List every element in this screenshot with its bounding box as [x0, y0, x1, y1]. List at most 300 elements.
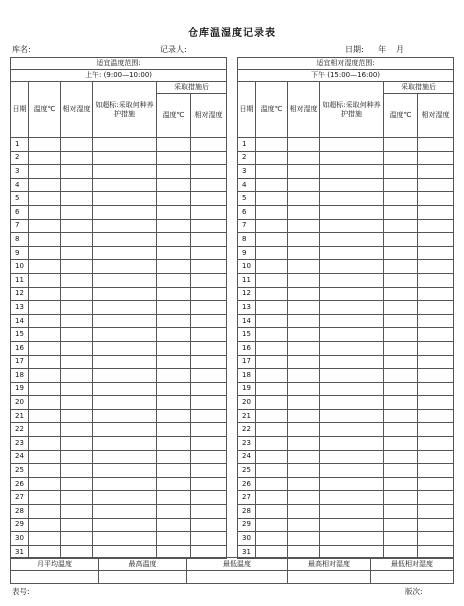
after-humidity-cell[interactable] — [191, 192, 227, 206]
measure-cell[interactable] — [320, 260, 384, 274]
humidity-cell[interactable] — [288, 532, 320, 546]
temp-cell[interactable] — [29, 219, 61, 233]
after-temp-cell[interactable] — [157, 219, 191, 233]
after-temp-cell[interactable] — [384, 205, 418, 219]
humidity-cell[interactable] — [288, 138, 320, 152]
humidity-cell[interactable] — [288, 396, 320, 410]
after-humidity-cell[interactable] — [191, 423, 227, 437]
measure-cell[interactable] — [93, 246, 157, 260]
after-temp-cell[interactable] — [384, 341, 418, 355]
humidity-cell[interactable] — [288, 477, 320, 491]
summary-min-humidity-value[interactable] — [371, 571, 454, 584]
measure-cell[interactable] — [320, 341, 384, 355]
after-humidity-cell[interactable] — [418, 423, 454, 437]
humidity-cell[interactable] — [61, 355, 93, 369]
after-humidity-cell[interactable] — [418, 355, 454, 369]
after-temp-cell[interactable] — [157, 450, 191, 464]
temp-cell[interactable] — [29, 382, 61, 396]
after-humidity-cell[interactable] — [191, 301, 227, 315]
temp-cell[interactable] — [256, 396, 288, 410]
temp-cell[interactable] — [256, 450, 288, 464]
measure-cell[interactable] — [93, 233, 157, 247]
after-humidity-cell[interactable] — [418, 450, 454, 464]
measure-cell[interactable] — [320, 138, 384, 152]
measure-cell[interactable] — [93, 138, 157, 152]
temp-cell[interactable] — [256, 273, 288, 287]
humidity-cell[interactable] — [61, 192, 93, 206]
measure-cell[interactable] — [93, 219, 157, 233]
after-humidity-cell[interactable] — [191, 491, 227, 505]
temp-cell[interactable] — [29, 301, 61, 315]
after-humidity-cell[interactable] — [191, 138, 227, 152]
after-temp-cell[interactable] — [157, 382, 191, 396]
after-humidity-cell[interactable] — [191, 464, 227, 478]
measure-cell[interactable] — [93, 260, 157, 274]
after-temp-cell[interactable] — [384, 450, 418, 464]
after-temp-cell[interactable] — [157, 273, 191, 287]
temp-cell[interactable] — [29, 260, 61, 274]
temp-cell[interactable] — [256, 178, 288, 192]
after-temp-cell[interactable] — [157, 246, 191, 260]
humidity-cell[interactable] — [61, 328, 93, 342]
humidity-cell[interactable] — [61, 464, 93, 478]
measure-cell[interactable] — [93, 178, 157, 192]
temp-cell[interactable] — [29, 477, 61, 491]
after-temp-cell[interactable] — [157, 505, 191, 519]
temp-cell[interactable] — [29, 505, 61, 519]
after-temp-cell[interactable] — [157, 192, 191, 206]
measure-cell[interactable] — [93, 409, 157, 423]
after-temp-cell[interactable] — [384, 246, 418, 260]
temp-cell[interactable] — [256, 532, 288, 546]
temp-cell[interactable] — [256, 423, 288, 437]
after-temp-cell[interactable] — [157, 301, 191, 315]
humidity-cell[interactable] — [288, 178, 320, 192]
temp-cell[interactable] — [256, 219, 288, 233]
temp-cell[interactable] — [29, 409, 61, 423]
after-temp-cell[interactable] — [384, 301, 418, 315]
humidity-cell[interactable] — [61, 314, 93, 328]
after-temp-cell[interactable] — [384, 328, 418, 342]
humidity-cell[interactable] — [288, 409, 320, 423]
after-temp-cell[interactable] — [157, 260, 191, 274]
measure-cell[interactable] — [320, 437, 384, 451]
after-temp-cell[interactable] — [157, 396, 191, 410]
after-humidity-cell[interactable] — [191, 355, 227, 369]
humidity-cell[interactable] — [288, 260, 320, 274]
temp-cell[interactable] — [29, 491, 61, 505]
after-temp-cell[interactable] — [384, 165, 418, 179]
measure-cell[interactable] — [93, 151, 157, 165]
humidity-cell[interactable] — [288, 151, 320, 165]
after-humidity-cell[interactable] — [191, 341, 227, 355]
temp-cell[interactable] — [256, 301, 288, 315]
humidity-cell[interactable] — [61, 301, 93, 315]
after-humidity-cell[interactable] — [191, 518, 227, 532]
humidity-cell[interactable] — [288, 192, 320, 206]
summary-max-humidity-value[interactable] — [288, 571, 371, 584]
after-humidity-cell[interactable] — [418, 165, 454, 179]
humidity-cell[interactable] — [61, 491, 93, 505]
after-humidity-cell[interactable] — [418, 205, 454, 219]
after-humidity-cell[interactable] — [418, 314, 454, 328]
temp-cell[interactable] — [29, 287, 61, 301]
after-humidity-cell[interactable] — [418, 287, 454, 301]
temp-cell[interactable] — [29, 246, 61, 260]
after-temp-cell[interactable] — [157, 341, 191, 355]
after-humidity-cell[interactable] — [191, 505, 227, 519]
after-humidity-cell[interactable] — [191, 205, 227, 219]
after-humidity-cell[interactable] — [418, 409, 454, 423]
measure-cell[interactable] — [320, 355, 384, 369]
measure-cell[interactable] — [93, 328, 157, 342]
after-humidity-cell[interactable] — [418, 260, 454, 274]
after-temp-cell[interactable] — [384, 464, 418, 478]
measure-cell[interactable] — [320, 273, 384, 287]
measure-cell[interactable] — [93, 464, 157, 478]
temp-cell[interactable] — [29, 314, 61, 328]
temp-cell[interactable] — [256, 355, 288, 369]
temp-cell[interactable] — [29, 178, 61, 192]
temp-cell[interactable] — [29, 165, 61, 179]
temp-cell[interactable] — [256, 409, 288, 423]
after-temp-cell[interactable] — [157, 178, 191, 192]
after-temp-cell[interactable] — [384, 437, 418, 451]
humidity-cell[interactable] — [61, 382, 93, 396]
after-temp-cell[interactable] — [157, 464, 191, 478]
temp-cell[interactable] — [256, 151, 288, 165]
after-humidity-cell[interactable] — [191, 409, 227, 423]
after-humidity-cell[interactable] — [191, 396, 227, 410]
after-humidity-cell[interactable] — [418, 328, 454, 342]
humidity-cell[interactable] — [288, 165, 320, 179]
after-humidity-cell[interactable] — [418, 246, 454, 260]
after-humidity-cell[interactable] — [418, 273, 454, 287]
after-temp-cell[interactable] — [384, 423, 418, 437]
summary-max-temp-value[interactable] — [99, 571, 187, 584]
temp-cell[interactable] — [29, 464, 61, 478]
after-temp-cell[interactable] — [157, 138, 191, 152]
measure-cell[interactable] — [93, 505, 157, 519]
temp-cell[interactable] — [256, 491, 288, 505]
humidity-cell[interactable] — [61, 165, 93, 179]
humidity-cell[interactable] — [288, 423, 320, 437]
temp-cell[interactable] — [256, 246, 288, 260]
humidity-cell[interactable] — [61, 450, 93, 464]
after-temp-cell[interactable] — [384, 233, 418, 247]
humidity-cell[interactable] — [288, 205, 320, 219]
after-temp-cell[interactable] — [384, 355, 418, 369]
after-humidity-cell[interactable] — [418, 341, 454, 355]
humidity-cell[interactable] — [288, 369, 320, 383]
after-temp-cell[interactable] — [384, 260, 418, 274]
temp-cell[interactable] — [29, 396, 61, 410]
after-humidity-cell[interactable] — [191, 369, 227, 383]
after-humidity-cell[interactable] — [191, 314, 227, 328]
humidity-cell[interactable] — [288, 341, 320, 355]
humidity-cell[interactable] — [61, 233, 93, 247]
after-temp-cell[interactable] — [157, 233, 191, 247]
after-temp-cell[interactable] — [157, 151, 191, 165]
after-temp-cell[interactable] — [157, 423, 191, 437]
temp-cell[interactable] — [256, 464, 288, 478]
after-humidity-cell[interactable] — [191, 260, 227, 274]
after-humidity-cell[interactable] — [418, 491, 454, 505]
measure-cell[interactable] — [93, 518, 157, 532]
humidity-cell[interactable] — [288, 301, 320, 315]
humidity-cell[interactable] — [288, 273, 320, 287]
after-humidity-cell[interactable] — [191, 328, 227, 342]
measure-cell[interactable] — [93, 396, 157, 410]
measure-cell[interactable] — [93, 341, 157, 355]
temp-cell[interactable] — [256, 192, 288, 206]
after-temp-cell[interactable] — [157, 287, 191, 301]
measure-cell[interactable] — [93, 437, 157, 451]
measure-cell[interactable] — [93, 205, 157, 219]
measure-cell[interactable] — [320, 314, 384, 328]
humidity-cell[interactable] — [288, 355, 320, 369]
after-humidity-cell[interactable] — [191, 233, 227, 247]
temp-cell[interactable] — [29, 273, 61, 287]
humidity-cell[interactable] — [61, 409, 93, 423]
after-temp-cell[interactable] — [384, 314, 418, 328]
humidity-cell[interactable] — [61, 505, 93, 519]
humidity-cell[interactable] — [288, 246, 320, 260]
after-temp-cell[interactable] — [384, 192, 418, 206]
temp-cell[interactable] — [256, 314, 288, 328]
humidity-cell[interactable] — [288, 450, 320, 464]
after-humidity-cell[interactable] — [418, 396, 454, 410]
after-temp-cell[interactable] — [384, 138, 418, 152]
temp-cell[interactable] — [256, 382, 288, 396]
after-humidity-cell[interactable] — [418, 192, 454, 206]
after-humidity-cell[interactable] — [418, 518, 454, 532]
humidity-cell[interactable] — [61, 396, 93, 410]
temp-cell[interactable] — [256, 233, 288, 247]
temp-cell[interactable] — [256, 437, 288, 451]
temp-cell[interactable] — [256, 287, 288, 301]
measure-cell[interactable] — [320, 178, 384, 192]
after-humidity-cell[interactable] — [191, 437, 227, 451]
temp-cell[interactable] — [29, 192, 61, 206]
after-temp-cell[interactable] — [157, 518, 191, 532]
after-humidity-cell[interactable] — [418, 151, 454, 165]
humidity-cell[interactable] — [61, 151, 93, 165]
temp-cell[interactable] — [29, 205, 61, 219]
after-temp-cell[interactable] — [157, 328, 191, 342]
humidity-cell[interactable] — [288, 505, 320, 519]
after-temp-cell[interactable] — [157, 437, 191, 451]
measure-cell[interactable] — [320, 505, 384, 519]
temp-cell[interactable] — [29, 355, 61, 369]
humidity-cell[interactable] — [61, 423, 93, 437]
humidity-cell[interactable] — [61, 437, 93, 451]
after-temp-cell[interactable] — [384, 518, 418, 532]
temp-cell[interactable] — [29, 138, 61, 152]
humidity-cell[interactable] — [288, 437, 320, 451]
temp-cell[interactable] — [256, 165, 288, 179]
after-humidity-cell[interactable] — [191, 273, 227, 287]
humidity-cell[interactable] — [288, 464, 320, 478]
after-humidity-cell[interactable] — [191, 450, 227, 464]
humidity-cell[interactable] — [61, 246, 93, 260]
humidity-cell[interactable] — [61, 477, 93, 491]
measure-cell[interactable] — [320, 518, 384, 532]
measure-cell[interactable] — [320, 423, 384, 437]
temp-cell[interactable] — [29, 151, 61, 165]
humidity-cell[interactable] — [288, 491, 320, 505]
measure-cell[interactable] — [320, 165, 384, 179]
measure-cell[interactable] — [320, 246, 384, 260]
temp-cell[interactable] — [29, 518, 61, 532]
after-temp-cell[interactable] — [157, 532, 191, 546]
humidity-cell[interactable] — [288, 328, 320, 342]
after-humidity-cell[interactable] — [191, 382, 227, 396]
after-temp-cell[interactable] — [384, 273, 418, 287]
humidity-cell[interactable] — [288, 382, 320, 396]
temp-cell[interactable] — [29, 233, 61, 247]
humidity-cell[interactable] — [61, 369, 93, 383]
measure-cell[interactable] — [320, 450, 384, 464]
measure-cell[interactable] — [93, 477, 157, 491]
measure-cell[interactable] — [93, 450, 157, 464]
after-temp-cell[interactable] — [384, 477, 418, 491]
after-temp-cell[interactable] — [384, 491, 418, 505]
after-temp-cell[interactable] — [157, 369, 191, 383]
humidity-cell[interactable] — [61, 138, 93, 152]
after-humidity-cell[interactable] — [191, 477, 227, 491]
measure-cell[interactable] — [320, 477, 384, 491]
after-temp-cell[interactable] — [157, 491, 191, 505]
measure-cell[interactable] — [320, 233, 384, 247]
measure-cell[interactable] — [320, 301, 384, 315]
measure-cell[interactable] — [320, 219, 384, 233]
after-humidity-cell[interactable] — [418, 477, 454, 491]
after-temp-cell[interactable] — [384, 219, 418, 233]
measure-cell[interactable] — [320, 396, 384, 410]
after-temp-cell[interactable] — [384, 396, 418, 410]
temp-cell[interactable] — [29, 532, 61, 546]
measure-cell[interactable] — [93, 532, 157, 546]
after-temp-cell[interactable] — [384, 369, 418, 383]
after-temp-cell[interactable] — [157, 409, 191, 423]
after-humidity-cell[interactable] — [191, 151, 227, 165]
measure-cell[interactable] — [320, 287, 384, 301]
temp-cell[interactable] — [29, 423, 61, 437]
temp-cell[interactable] — [256, 505, 288, 519]
after-humidity-cell[interactable] — [418, 382, 454, 396]
measure-cell[interactable] — [93, 301, 157, 315]
measure-cell[interactable] — [93, 491, 157, 505]
after-temp-cell[interactable] — [384, 287, 418, 301]
after-temp-cell[interactable] — [157, 314, 191, 328]
measure-cell[interactable] — [93, 369, 157, 383]
measure-cell[interactable] — [93, 287, 157, 301]
measure-cell[interactable] — [93, 192, 157, 206]
temp-cell[interactable] — [29, 341, 61, 355]
after-temp-cell[interactable] — [384, 382, 418, 396]
after-temp-cell[interactable] — [157, 165, 191, 179]
measure-cell[interactable] — [320, 328, 384, 342]
after-humidity-cell[interactable] — [191, 287, 227, 301]
after-humidity-cell[interactable] — [418, 301, 454, 315]
after-temp-cell[interactable] — [384, 178, 418, 192]
temp-cell[interactable] — [256, 518, 288, 532]
after-temp-cell[interactable] — [384, 505, 418, 519]
measure-cell[interactable] — [320, 532, 384, 546]
after-temp-cell[interactable] — [384, 409, 418, 423]
measure-cell[interactable] — [320, 382, 384, 396]
summary-min-temp-value[interactable] — [187, 571, 288, 584]
humidity-cell[interactable] — [61, 260, 93, 274]
after-humidity-cell[interactable] — [418, 178, 454, 192]
measure-cell[interactable] — [320, 491, 384, 505]
after-humidity-cell[interactable] — [191, 219, 227, 233]
temp-cell[interactable] — [256, 205, 288, 219]
after-humidity-cell[interactable] — [191, 165, 227, 179]
humidity-cell[interactable] — [61, 532, 93, 546]
after-humidity-cell[interactable] — [418, 138, 454, 152]
humidity-cell[interactable] — [288, 233, 320, 247]
after-humidity-cell[interactable] — [191, 246, 227, 260]
measure-cell[interactable] — [320, 192, 384, 206]
after-humidity-cell[interactable] — [418, 369, 454, 383]
humidity-cell[interactable] — [288, 287, 320, 301]
after-humidity-cell[interactable] — [418, 437, 454, 451]
summary-avg-temp-value[interactable] — [11, 571, 99, 584]
humidity-cell[interactable] — [61, 287, 93, 301]
after-temp-cell[interactable] — [157, 205, 191, 219]
humidity-cell[interactable] — [288, 518, 320, 532]
temp-cell[interactable] — [29, 437, 61, 451]
humidity-cell[interactable] — [288, 314, 320, 328]
temp-cell[interactable] — [256, 369, 288, 383]
measure-cell[interactable] — [93, 423, 157, 437]
after-temp-cell[interactable] — [157, 355, 191, 369]
after-humidity-cell[interactable] — [418, 219, 454, 233]
temp-cell[interactable] — [256, 260, 288, 274]
after-humidity-cell[interactable] — [191, 178, 227, 192]
humidity-cell[interactable] — [61, 273, 93, 287]
temp-cell[interactable] — [256, 477, 288, 491]
measure-cell[interactable] — [320, 369, 384, 383]
measure-cell[interactable] — [320, 205, 384, 219]
temp-cell[interactable] — [256, 138, 288, 152]
after-temp-cell[interactable] — [384, 532, 418, 546]
measure-cell[interactable] — [320, 151, 384, 165]
measure-cell[interactable] — [93, 314, 157, 328]
after-humidity-cell[interactable] — [418, 464, 454, 478]
measure-cell[interactable] — [93, 382, 157, 396]
humidity-cell[interactable] — [61, 518, 93, 532]
temp-cell[interactable] — [256, 341, 288, 355]
temp-cell[interactable] — [29, 328, 61, 342]
after-temp-cell[interactable] — [157, 477, 191, 491]
humidity-cell[interactable] — [288, 219, 320, 233]
measure-cell[interactable] — [93, 165, 157, 179]
humidity-cell[interactable] — [61, 219, 93, 233]
measure-cell[interactable] — [320, 409, 384, 423]
after-humidity-cell[interactable] — [418, 532, 454, 546]
after-humidity-cell[interactable] — [191, 532, 227, 546]
temp-cell[interactable] — [29, 369, 61, 383]
temp-cell[interactable] — [29, 450, 61, 464]
after-humidity-cell[interactable] — [418, 505, 454, 519]
measure-cell[interactable] — [93, 273, 157, 287]
measure-cell[interactable] — [320, 464, 384, 478]
humidity-cell[interactable] — [61, 205, 93, 219]
temp-cell[interactable] — [256, 328, 288, 342]
